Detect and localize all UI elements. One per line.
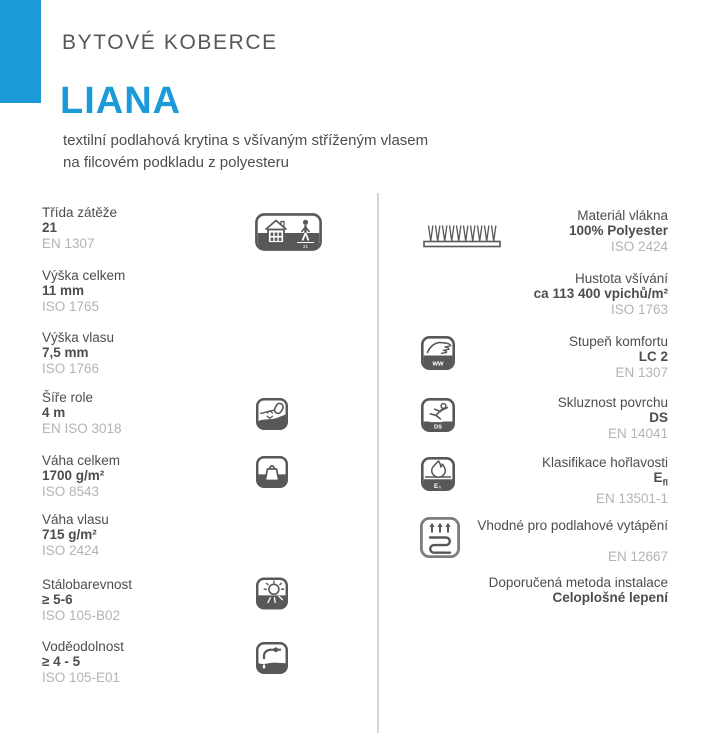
spec-label: Materiál vlákna xyxy=(577,208,668,223)
carpet-fiber-cross-section-icon xyxy=(423,224,501,248)
spec-value: 4 m xyxy=(42,405,66,421)
flammability-flame-icon xyxy=(421,457,455,491)
weight-icon xyxy=(256,455,288,489)
product-name: LIANA xyxy=(60,80,182,122)
svg-text:E: E xyxy=(434,482,439,490)
spec-label: Skluznost povrchu xyxy=(557,395,668,410)
value-subscript: fl xyxy=(662,477,668,488)
slip-resistance-icon xyxy=(421,398,455,432)
spec-label: Stálobarevnost xyxy=(42,577,133,592)
spec-item-vodeodolnost xyxy=(42,639,247,685)
spec-standard xyxy=(408,606,668,621)
water-faucet-icon xyxy=(256,641,288,675)
spec-value: 715 g/m² xyxy=(42,527,97,543)
spec-standard: ISO 1766 xyxy=(42,360,100,376)
spec-label: Stupeň komfortu xyxy=(568,334,668,349)
spec-value: Celoplošné lepení xyxy=(552,590,668,606)
usage-class-home-person-icon xyxy=(255,213,322,251)
spec-label: Hustota všívání xyxy=(574,271,668,286)
spec-value: ≥ 5-6 xyxy=(42,592,73,608)
svg-text:ww: ww xyxy=(432,360,444,368)
spec-item-vaha-celkem xyxy=(42,453,247,499)
column-divider xyxy=(377,193,379,733)
comfort-hand-icon xyxy=(421,336,455,370)
spec-standard: ISO 105-B02 xyxy=(42,607,121,623)
subtitle-line-2: na filcovém podkladu z polyesteru xyxy=(63,153,289,171)
spec-item-trida-zateze xyxy=(42,205,247,251)
spec-standard: ISO 2424 xyxy=(42,542,100,558)
spec-label: Voděodolnost xyxy=(42,639,124,654)
carpet-roll-icon xyxy=(256,397,288,431)
product-subtitle xyxy=(63,130,428,173)
spec-label: Třída zátěže xyxy=(42,205,118,220)
spec-label: Váha vlasu xyxy=(42,512,109,527)
spec-standard: ISO 8543 xyxy=(42,483,100,499)
spec-label: Klasifikace hořlavosti xyxy=(541,455,668,470)
subtitle-line-1: textilní podlahová krytina s všívaným stříženým vlasem xyxy=(63,132,429,149)
spec-item-metoda-instalace xyxy=(408,575,668,621)
spec-value: $E_{fl}$ xyxy=(653,470,668,488)
spec-standard: EN 14041 xyxy=(607,425,668,441)
svg-text:fl: fl xyxy=(439,484,441,490)
spec-label: Doporučená metoda instalace xyxy=(488,575,668,590)
spec-label: Vhodné pro podlahové vytápění xyxy=(477,518,668,533)
spec-item-vaha-vlasu xyxy=(42,512,247,558)
spec-value: DS xyxy=(649,410,668,426)
spec-standard: ISO 1763 xyxy=(610,301,668,317)
floor-heating-icon xyxy=(420,517,460,558)
spec-item-stalobarevnost xyxy=(42,577,247,623)
spec-item-sire-role xyxy=(42,390,247,436)
spec-label: Šíře role xyxy=(42,390,94,405)
spec-standard: ISO 1765 xyxy=(42,298,100,314)
spec-value: LC 2 xyxy=(638,349,668,365)
svg-text:DS: DS xyxy=(433,424,443,431)
brand-square xyxy=(0,0,41,103)
spec-standard: ISO 105-E01 xyxy=(42,669,121,685)
spec-value: 1700 g/m² xyxy=(42,468,105,484)
spec-item-hustota-vsivani xyxy=(408,271,668,317)
spec-standard: EN 1307 xyxy=(42,235,95,251)
spec-label: Váha celkem xyxy=(42,453,121,468)
svg-text:21: 21 xyxy=(302,243,309,249)
spec-standard: ISO 2424 xyxy=(610,238,668,254)
category-title: BYTOVÉ KOBERCE xyxy=(62,31,278,54)
spec-value: 21 xyxy=(42,220,58,236)
spec-item-vyska-vlasu xyxy=(42,330,247,376)
sun-lightfastness-icon xyxy=(256,577,288,610)
spec-value: ca 113 400 vpichů/m² xyxy=(533,286,668,302)
spec-value: ≥ 4 - 5 xyxy=(42,654,81,670)
spec-standard: EN 13501-1 xyxy=(595,491,668,507)
spec-label: Výška celkem xyxy=(42,268,126,283)
spec-value: 11 mm xyxy=(42,283,85,299)
spec-standard: EN ISO 3018 xyxy=(42,420,122,436)
spec-standard: EN 1307 xyxy=(615,364,668,380)
spec-item-vyska-celkem xyxy=(42,268,247,314)
spec-value: 7,5 mm xyxy=(42,345,89,361)
spec-value: 100% Polyester xyxy=(568,223,668,239)
spec-label: Výška vlasu xyxy=(42,330,115,345)
spec-standard: EN 12667 xyxy=(607,548,668,564)
